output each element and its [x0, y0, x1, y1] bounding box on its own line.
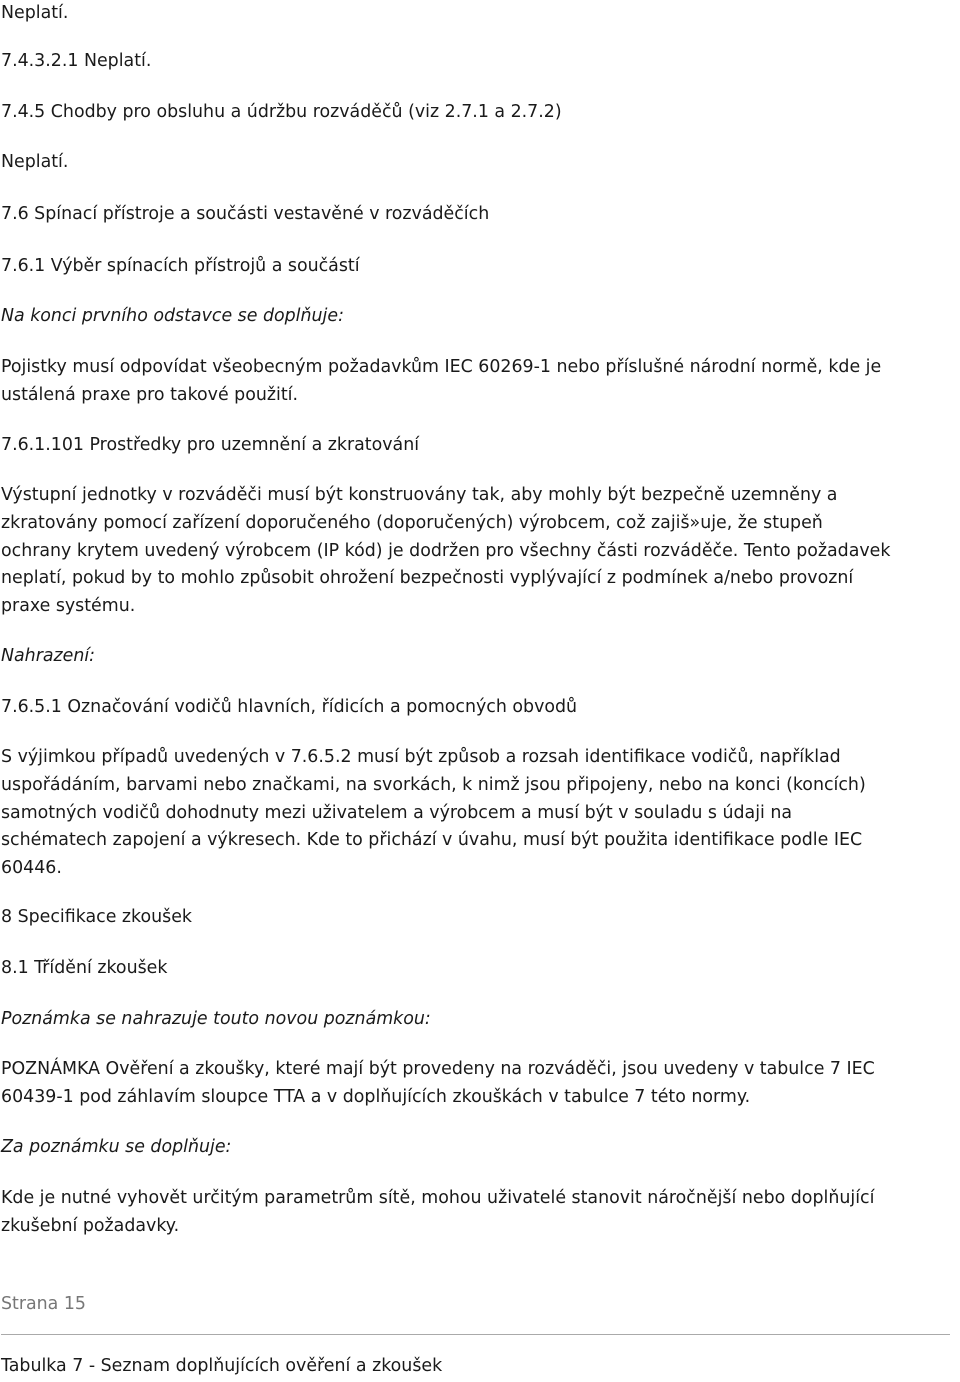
amendment-instruction: Poznámka se nahrazuje touto novou poznámkou: [1, 1009, 431, 1029]
clause-7-6-1-heading: 7.6.1 Výběr spínacích přístrojů a součástí [1, 256, 360, 276]
body-paragraph: S výjimkou případů uvedených v 7.6.5.2 musí být způsob a rozsah identifikace vodičů, například uspořádáním, barvami nebo značkami, na svorkách, k nimž jsou připojeny, nebo na konci (koncích) samotných vodičů dohodnuty mezi uživatelem a výrobcem a musí být v souladu s údaji na schématech zapojení a výkresech. Kde to přichází v úvahu, musí být použita identifikace podle IEC 60446. [1, 747, 866, 879]
clause-7-4-5-heading: 7.4.5 Chodby pro obsluhu a údržbu rozváděčů (viz 2.7.1 a 2.7.2) [1, 102, 562, 122]
clause-7-4-3-2-1: 7.4.3.2.1 Neplatí. [1, 51, 152, 71]
clause-7-6-1-101-heading: 7.6.1.101 Prostředky pro uzemnění a zkratování [1, 435, 420, 455]
body-paragraph: Kde je nutné vyhovět určitým parametrům sítě, mohou uživatelé stanovit náročnější nebo doplňující zkušební požadavky. [1, 1188, 875, 1236]
amendment-instruction: Za poznámku se doplňuje: [1, 1137, 232, 1157]
body-paragraph: Pojistky musí odpovídat všeobecným požadavkům IEC 60269-1 nebo příslušné národní normě, kde je ustálená praxe pro takové použití. [1, 357, 882, 405]
table-title: Tabulka 7 - Seznam doplňujících ověření a zkoušek [1, 1356, 443, 1376]
status-text: Neplatí. [1, 3, 69, 23]
body-paragraph: Výstupní jednotky v rozváděči musí být konstruovány tak, aby mohly být bezpečně uzemněny a zkratovány pomocí zařízení doporučeného (doporučených) výrobcem, což zajiš»uje, že stupeň ochrany krytem uvedený výrobcem (IP kód) je dodržen pro všechny části rozváděče. Tento požadavek neplatí, pokud by to mohlo způsobit ohrožení bezpečnosti vyplývající z podmínek a/nebo provozní praxe systému. [1, 485, 891, 617]
amendment-instruction: Nahrazení: [1, 646, 96, 666]
page-divider [1, 1334, 950, 1335]
section-8-heading: 8 Specifikace zkoušek [1, 907, 192, 927]
clause-7-6-heading: 7.6 Spínací přístroje a součásti vestavěné v rozváděčích [1, 204, 490, 224]
note-paragraph: POZNÁMKA Ověření a zkoušky, které mají být provedeny na rozváděči, jsou uvedeny v tabulce 7 IEC 60439-1 pod záhlavím sloupce TTA a v doplňujících zkouškách v tabulce 7 této normy. [1, 1059, 875, 1107]
amendment-instruction: Na konci prvního odstavce se doplňuje: [1, 306, 344, 326]
page-number: Strana 15 [1, 1294, 87, 1314]
clause-7-6-5-1-heading: 7.6.5.1 Označování vodičů hlavních, řídicích a pomocných obvodů [1, 697, 578, 717]
status-text: Neplatí. [1, 152, 69, 172]
clause-8-1-heading: 8.1 Třídění zkoušek [1, 958, 168, 978]
